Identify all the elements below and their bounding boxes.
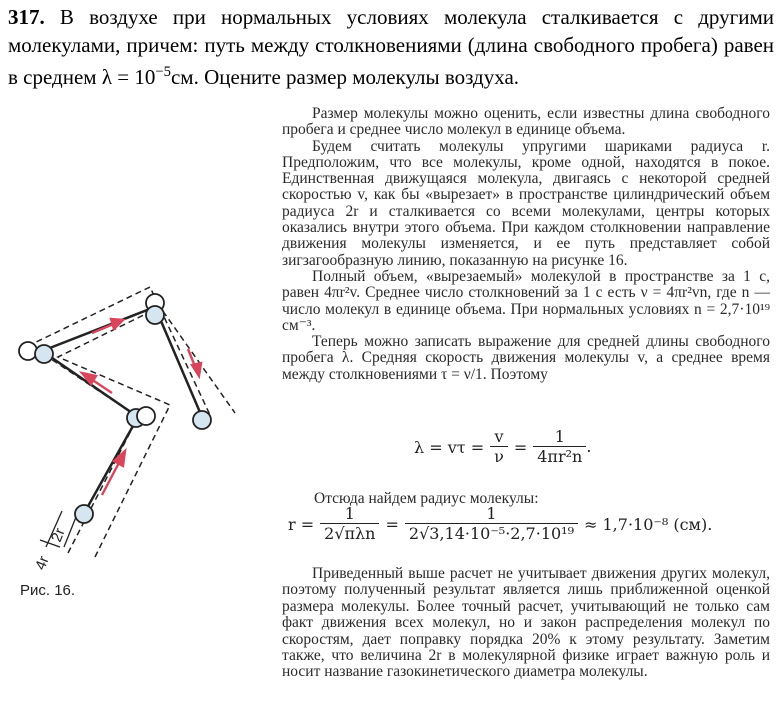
- problem-text-2: см. Оцените размер молекулы воздуха.: [170, 65, 520, 89]
- formula1-fraction-2: [533, 428, 586, 467]
- molecule-collision-3: [146, 306, 164, 324]
- molecule-target-2: [19, 342, 37, 360]
- molecule-target-1: [137, 407, 155, 425]
- formula-radius: [282, 505, 718, 544]
- solution-paragraph-4: Теперь можно записать выражение для средней длины свободного пробега λ. Средняя скорость движения молекулы v, а среднее время между столкновениями τ = ν/1. Поэтому: [282, 333, 770, 383]
- formula2-lhs: r =: [288, 515, 315, 534]
- formula1-f2-num: 1: [533, 428, 586, 447]
- conclusion-paragraph: Приведенный выше расчет не учитывает движения других молекул, поэтому полученный результат является лишь приближенной оценкой размера молекулы. Более точный расчет, учитывающий не только сам факт движения всех молекул, но и закон распределения молекул по скоростям, дает поправку порядка 20% к этому результату. Заметим также, что величина 2r в молекулярной физике играет важную роль и носит название газокинетического диаметра молекулы.: [282, 565, 770, 681]
- label-4r: 4r: [31, 553, 53, 573]
- formula1-lhs: λ = vτ =: [414, 438, 485, 457]
- formula1-eq: =: [513, 438, 528, 457]
- label-2r: 2r: [47, 525, 69, 545]
- figure-caption: Рис. 16.: [20, 582, 76, 599]
- molecule-end: [193, 411, 211, 429]
- formula-mean-free-path: [408, 428, 591, 467]
- formula2-f2-num: 1: [405, 505, 578, 524]
- problem-exponent: −5: [155, 64, 171, 80]
- formula2-fraction-1: [320, 505, 379, 544]
- figure-16-molecule-path: [10, 285, 240, 580]
- formula2-fraction-2: [405, 505, 578, 544]
- formula1-f1-num: v: [490, 428, 508, 447]
- formula1-fraction-1: [490, 428, 508, 467]
- molecule-collision-2: [35, 345, 53, 363]
- formula1-end: .: [586, 437, 592, 456]
- formula2-result: ≈ 1,7·10⁻⁸ (см).: [584, 515, 713, 534]
- molecule-start: [75, 505, 93, 523]
- solution-paragraph-1: Размер молекулы можно оценить, если известны длина свободного пробега и среднее число молекул в единице объема.: [282, 105, 770, 139]
- problem-statement: [8, 4, 774, 92]
- molecule-zigzag-path: [42, 307, 202, 517]
- solution-text: [282, 106, 770, 383]
- direction-arrows: [82, 319, 201, 495]
- formula2-f1-num: 1: [320, 505, 379, 524]
- problem-number: 317.: [8, 5, 45, 29]
- formula2-f2-den: 2√3,14·10⁻⁵·2,7·10¹⁹: [408, 524, 574, 543]
- formula2-eq: =: [385, 515, 399, 534]
- solution-paragraph-3: Полный объем, «вырезаемый» молекулой в пространстве за 1 с, равен 4πr²v. Среднее число столкновений за 1 с есть ν = 4πr²vn, где n — число молекул в единице объема. При нормальных условиях n = 2,7·10¹⁹ см⁻³.: [282, 267, 770, 334]
- conclusion-text: [282, 566, 770, 681]
- formula1-f1-den: ν: [494, 447, 504, 466]
- intro-radius: Отсюда найдем радиус молекулы:: [314, 490, 539, 507]
- problem-text-1: В воздухе при нормальных условиях молекула сталкивается с другими молекулами, причем: путь между столкновениями (длина свободного пробега) равен в среднем λ = 10: [8, 5, 774, 89]
- formula1-f2-den: 4πr²n: [537, 447, 583, 466]
- solution-paragraph-2: Будем считать молекулы упругими шариками радиуса r. Предположим, что все молекулы, кроме одной, находятся в покое. Единственная движущаяся молекула, двигаясь с некоторой средней скоростью v, как бы «вырезает» в пространстве цилиндрический объем радиуса 2r и сталкивается со всеми молекулами, центры которых оказались внутри этого объема. При каждом столкновении направление движения молекулы изменяется, и ее путь представляет собой зигзагообразную линию, показанную на рисунке 16.: [282, 137, 770, 269]
- formula2-f1-den: 2√πλn: [324, 524, 376, 543]
